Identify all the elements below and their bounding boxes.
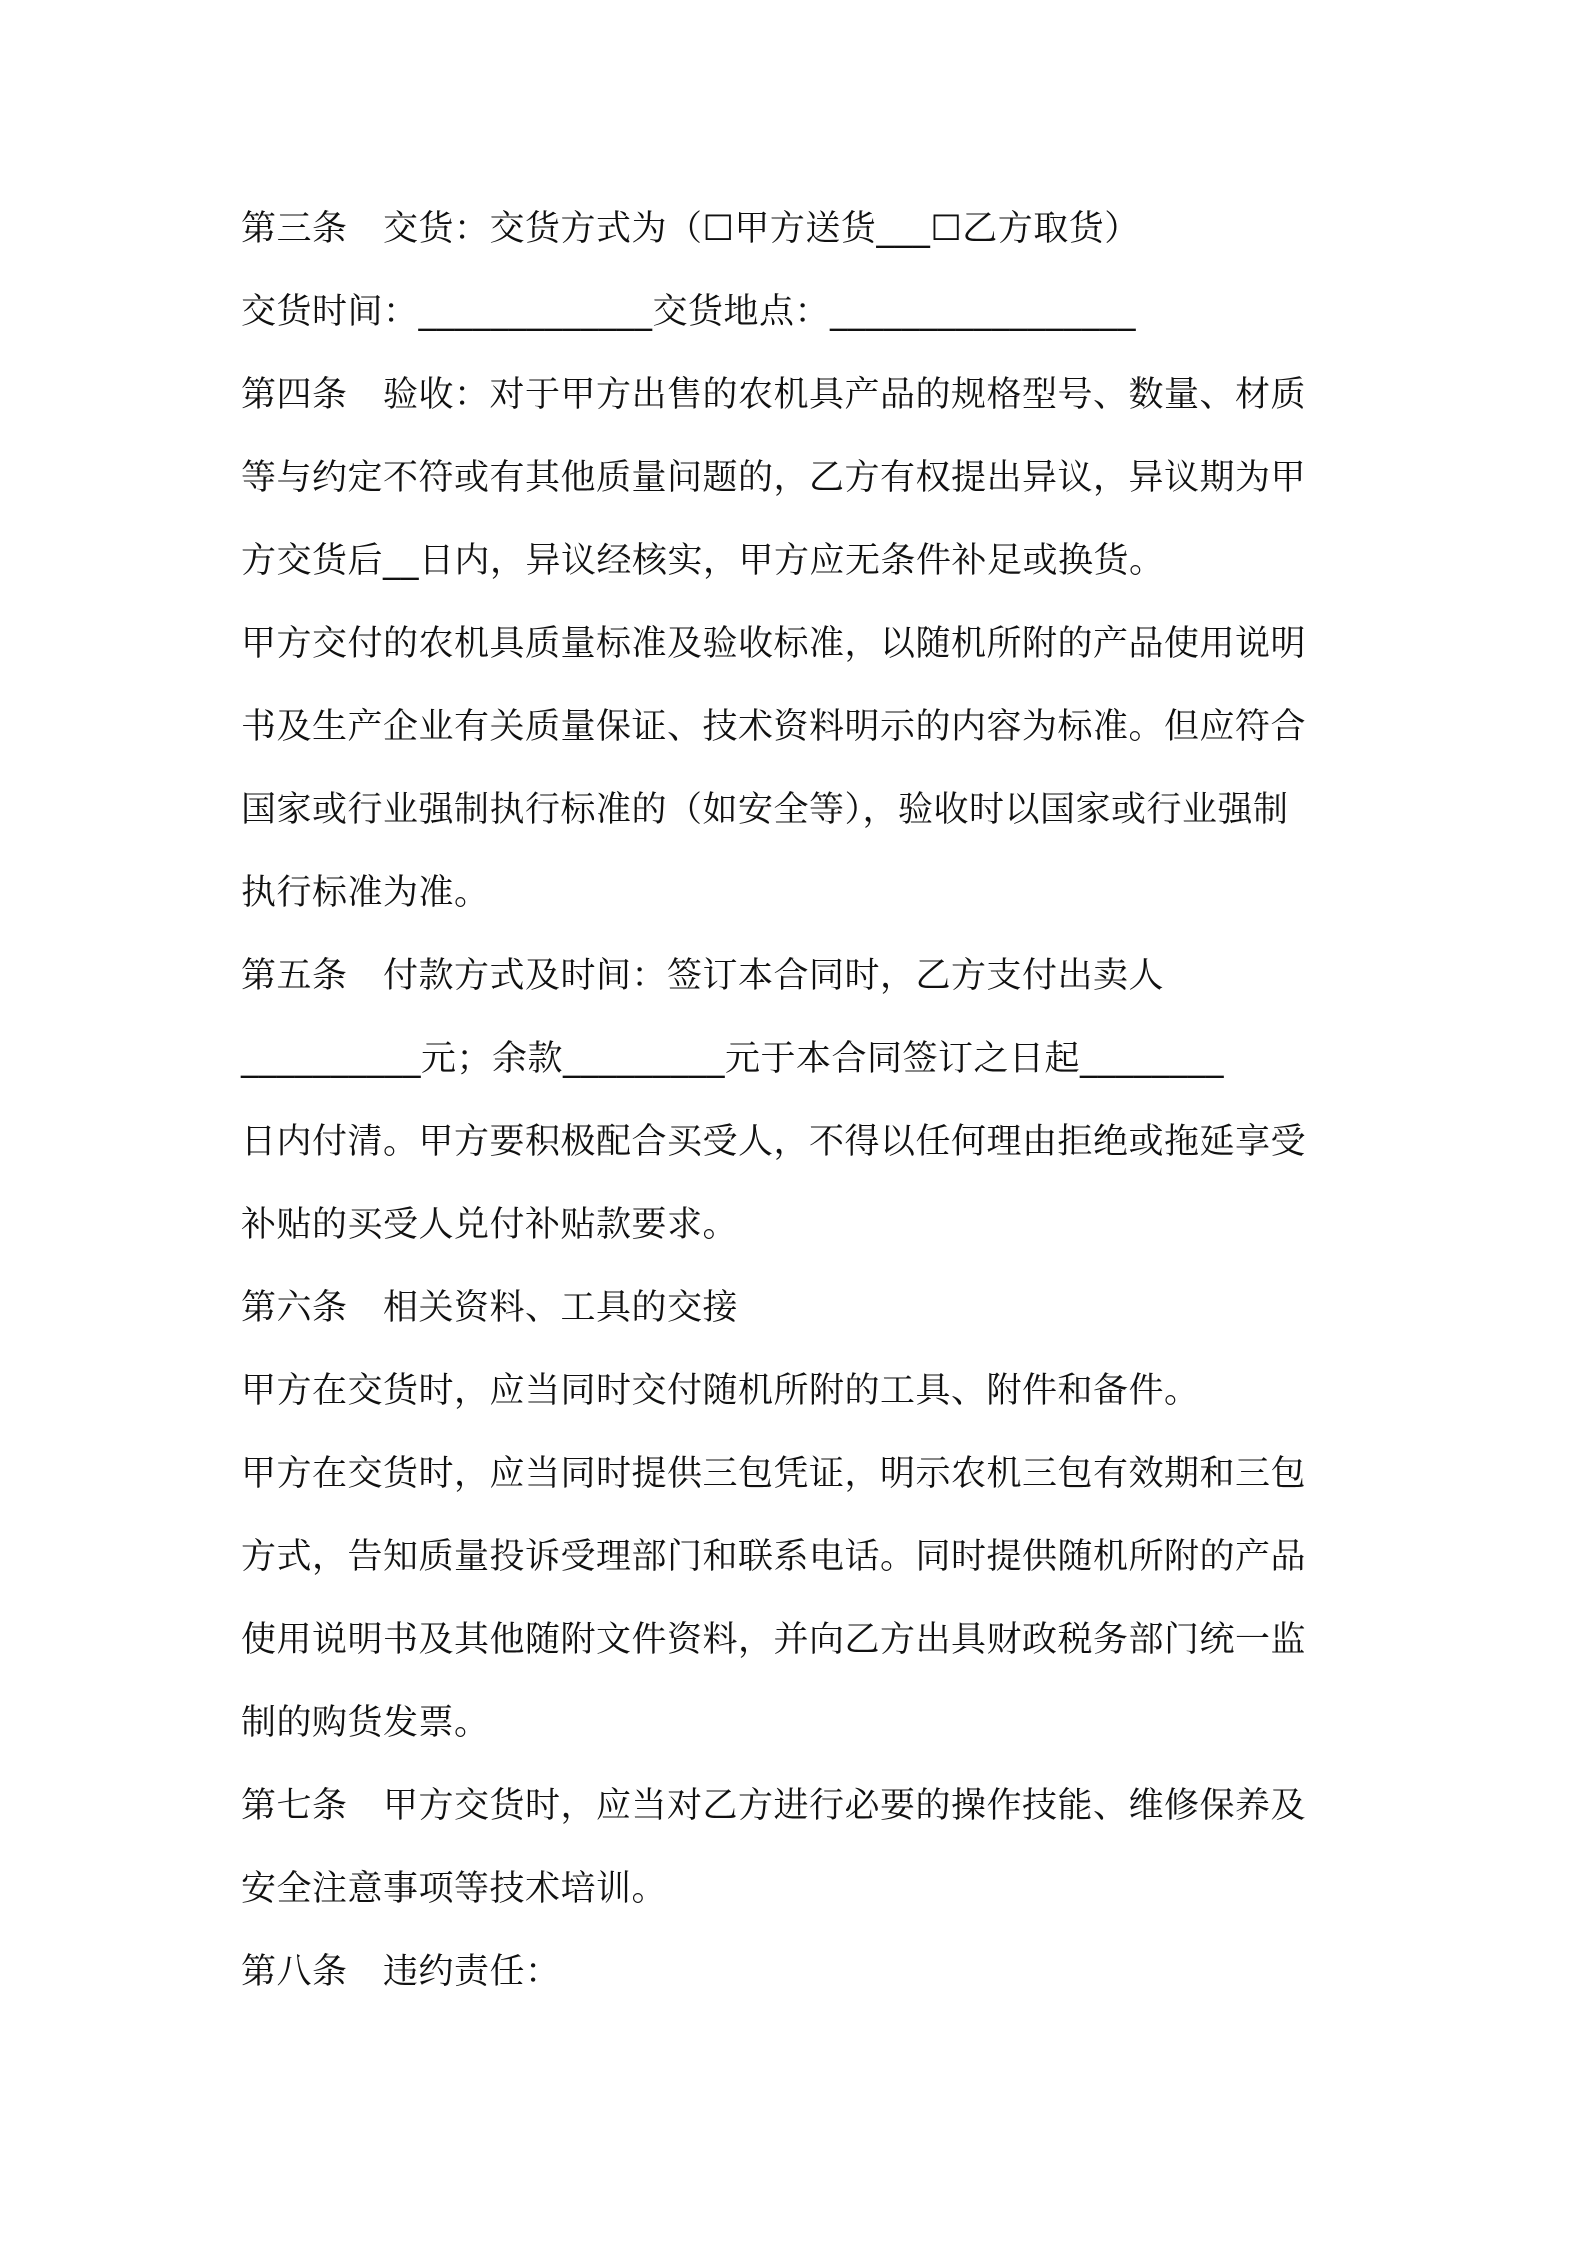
article-6-tools: 甲方在交货时，应当同时交付随机所附的工具、附件和备件。 [241,1371,1200,1411]
quality-standard-line-2: 书及生产企业有关质量保证、技术资料明示的内容为标准。但应符合 [241,707,1307,747]
article-4-acceptance-line-2: 等与约定不符或有其他质量问题的，乙方有权提出异议，异议期为甲 [241,458,1307,498]
article-6-warranty-line-1: 甲方在交货时，应当同时提供三包凭证，明示农机三包有效期和三包 [241,1454,1307,1494]
quality-standard-line-3: 国家或行业强制执行标准的（如安全等），验收时以国家或行业强制 [241,790,1289,830]
article-7-training-line-1: 第七条 甲方交货时，应当对乙方进行必要的操作技能、维修保养及 [241,1786,1307,1826]
article-4-acceptance-line-1: 第四条 验收：对于甲方出售的农机具产品的规格型号、数量、材质 [241,375,1307,415]
article-8-title: 第八条 违约责任： [241,1952,561,1992]
article-5-payment-line-2: __________元；余款_________元于本合同签订之日起________ [241,1039,1225,1079]
quality-standard-line-1: 甲方交付的农机具质量标准及验收标准，以随机所附的产品使用说明 [241,624,1307,664]
article-6-warranty-line-2: 方式，告知质量投诉受理部门和联系电话。同时提供随机所附的产品 [241,1537,1307,1577]
article-5-payment-line-1: 第五条 付款方式及时间：签订本合同时，乙方支付出卖人 [241,956,1165,996]
article-6-warranty-line-3: 使用说明书及其他随附文件资料，并向乙方出具财政税务部门统一监 [241,1620,1307,1660]
article-7-training-line-2: 安全注意事项等技术培训。 [241,1869,668,1909]
article-6-warranty-line-4: 制的购货发票。 [241,1703,490,1743]
article-3-delivery-method: 第三条 交货：交货方式为（☐甲方送货___☐乙方取货） [241,209,1140,249]
delivery-time-place: 交货时间：_____________交货地点：_________________ [241,292,1137,332]
article-5-payment-line-4: 补贴的买受人兑付补贴款要求。 [241,1205,739,1245]
article-6-title: 第六条 相关资料、工具的交接 [241,1288,739,1328]
article-4-acceptance-line-3: 方交货后__日内，异议经核实，甲方应无条件补足或换货。 [241,541,1165,581]
quality-standard-line-4: 执行标准为准。 [241,873,490,913]
article-5-payment-line-3: 日内付清。甲方要积极配合买受人，不得以任何理由拒绝或拖延享受 [241,1122,1307,1162]
